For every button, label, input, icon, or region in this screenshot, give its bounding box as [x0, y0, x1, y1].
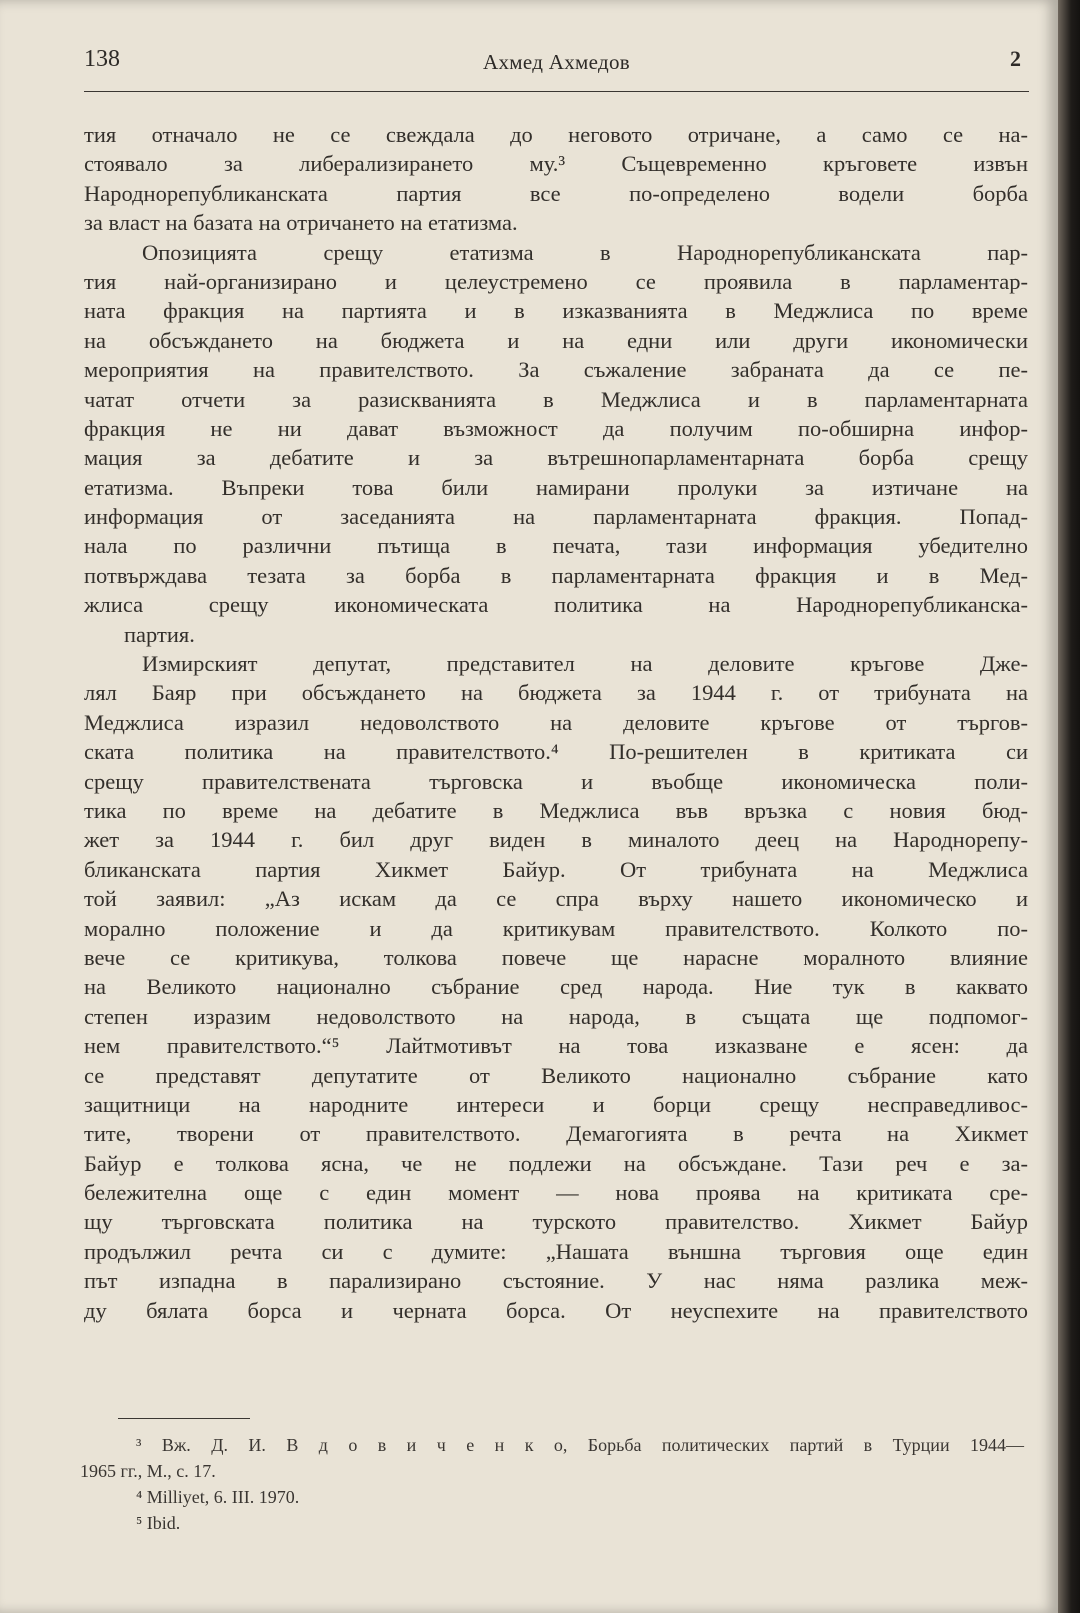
footnotes — [80, 1432, 1024, 1536]
text-line: път изпадна в парализирано състояние. У нас няма разлика меж- — [84, 1268, 1028, 1294]
footnote-rule — [118, 1418, 250, 1419]
text-line: нем правителството.“⁵ Лайтмотивът на това изказване е ясен: да — [84, 1033, 1028, 1059]
text-line: продължил речта си с думите: „Нашата външна търговия още един — [84, 1238, 1028, 1264]
body-text — [84, 120, 1028, 1325]
text-line: тия най-организирано и целеустремено се проявила в парламентар- — [84, 268, 1028, 294]
text-line: бележителна още с един момент — нова проява на критиката сре- — [84, 1180, 1028, 1206]
text-line: на Великото национално събрание сред народа. Ние тук в каквато — [84, 974, 1028, 1000]
text-line: фракция не ни дават възможност да получим по-обширна инфор- — [84, 415, 1028, 441]
text-line: Народнорепубликанската партия все по-определено водели борба — [84, 180, 1028, 206]
text-line: той заявил: „Аз искам да се спра върху нашето икономическо и — [84, 886, 1028, 912]
book-spine-edge — [1058, 0, 1080, 1613]
text-line: жлиса срещу икономическата политика на Народнорепубликанска- — [84, 592, 1028, 618]
text-line: жет за 1944 г. бил друг виден в миналото деец на Народнорепу- — [84, 827, 1028, 853]
signature-mark: 2 — [1010, 46, 1021, 71]
text-line: Меджлиса изразил недоволството на деловите кръгове от търгов- — [84, 709, 1028, 735]
text-line: на обсъждането на бюджета и на едни или други икономически — [84, 327, 1028, 353]
text-line: Опозицията срещу етатизма в Народнорепубликанската пар- — [142, 239, 1028, 265]
text-line: мероприятия на правителството. За съжаление забраната да се пе- — [84, 357, 1028, 383]
text-line: щу търговската политика на турското правителство. Хикмет Байур — [84, 1209, 1028, 1235]
text-line: срещу правителствената търговска и въобще икономическа поли- — [84, 768, 1028, 794]
footnote-line: ³ Вж. Д. И. В д о в и ч е н к о, Борьба политических партий в Турции 1944— — [136, 1435, 1024, 1455]
text-line: тика по време на дебатите в Меджлиса във връзка с новия бюд- — [84, 797, 1028, 823]
text-line: ната фракция на партията и в изказванията в Меджлиса по време — [84, 298, 1028, 324]
text-line: потвърждава тезата за борба в парламентарната фракция и в Мед- — [84, 562, 1028, 588]
text-line: тите, творени от правителството. Демагогията в речта на Хикмет — [84, 1121, 1028, 1147]
text-line: защитници на народните интереси и борци срещу несправедливос- — [84, 1091, 1028, 1117]
text-line: за власт на базата на отричането на етатизма. — [84, 210, 518, 236]
footnote-line: ⁴ Milliyet, 6. III. 1970. — [136, 1487, 300, 1507]
footnote-line: 1965 гг., М., с. 17. — [80, 1461, 216, 1481]
text-line: степен изразим недоволството на народа, в същата ще подпомог- — [84, 1003, 1028, 1029]
text-line: лял Баяр при обсъждането на бюджета за 1944 г. от трибуната на — [84, 680, 1028, 706]
text-line: стоявало за либерализирането му.³ Същевременно кръговете извън — [84, 151, 1028, 177]
text-line: нала по различни пътища в печата, тази информация убедително — [84, 533, 1028, 559]
text-line: мация за дебатите и за вътрешнопарламентарната борба срещу — [84, 445, 1028, 471]
running-header — [84, 44, 1029, 84]
text-line: чатат отчети за разискванията в Меджлиса и в парламентарната — [84, 386, 1028, 412]
text-line: етатизма. Въпреки това били намирани пролуки за изтичане на — [84, 474, 1028, 500]
header-rule — [84, 91, 1029, 92]
footnote-line: ⁵ Ibid. — [136, 1513, 181, 1533]
text-line: информация от заседанията на парламентарната фракция. Попад- — [84, 504, 1028, 530]
text-line: морално положение и да критикувам правителството. Колкото по- — [84, 915, 1028, 941]
running-title: Ахмед Ахмедов — [483, 50, 630, 74]
text-line: вече се критикува, толкова повече ще нарасне моралното влияние — [84, 944, 1028, 970]
text-line: бликанската партия Хикмет Байур. От трибуната на Меджлиса — [84, 856, 1028, 882]
text-line: ската политика на правителството.⁴ По-решителен в критиката си — [84, 739, 1028, 765]
text-line: Измирският депутат, представител на деловите кръгове Дже- — [142, 651, 1028, 677]
text-line: партия. — [124, 621, 195, 647]
text-line: тия отначало не се свеждала до неговото отричане, а само се на- — [84, 122, 1028, 147]
text-line: Байур е толкова ясна, че не подлежи на обсъждане. Тази реч е за- — [84, 1150, 1028, 1176]
page-number: 138 — [84, 46, 120, 72]
text-line: ду бялата борса и черната борса. От неуспехите на правителството — [84, 1297, 1028, 1323]
text-line: се представят депутатите от Великото национално събрание като — [84, 1062, 1028, 1088]
